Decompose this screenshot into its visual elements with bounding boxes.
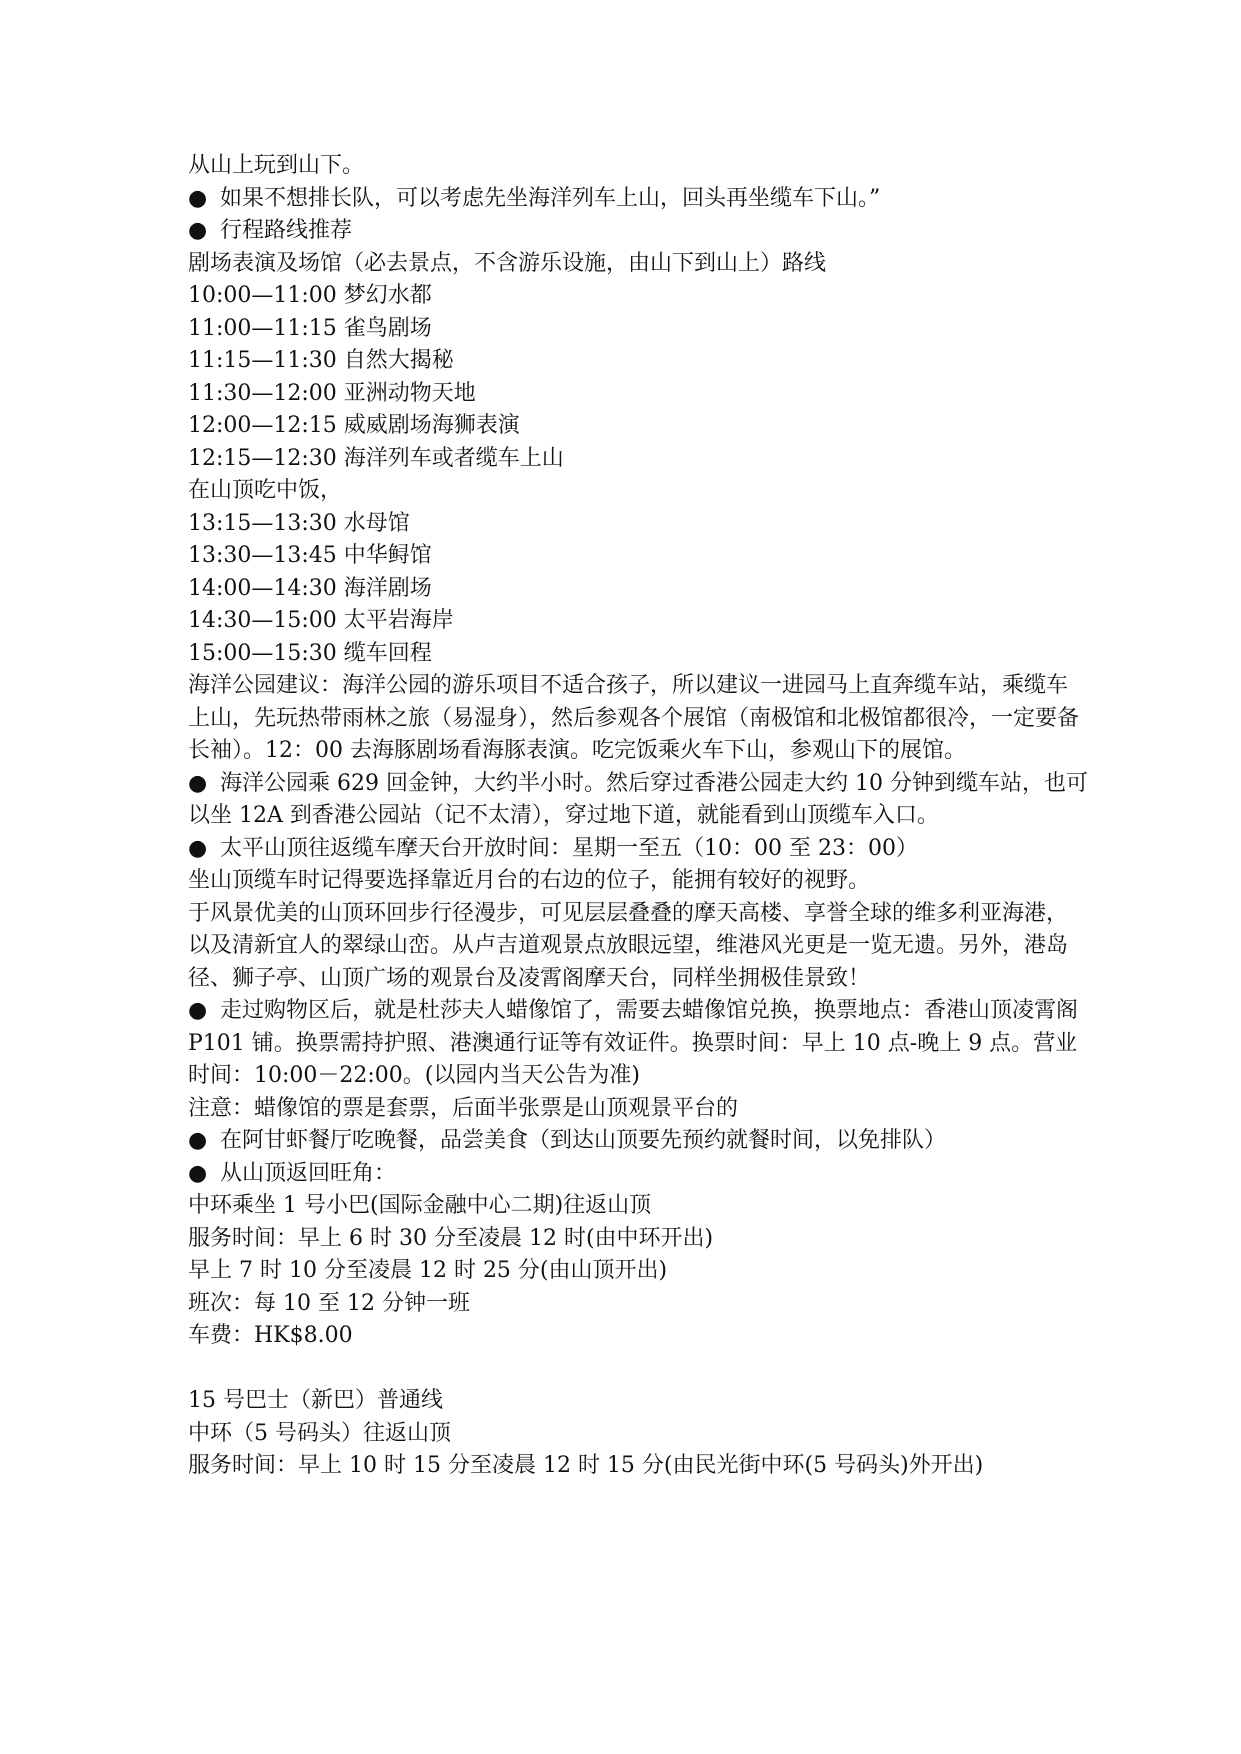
bullet-icon: ● xyxy=(188,1160,208,1186)
document-page xyxy=(188,150,1088,1483)
schedule-item: 11:00—11:15 雀鸟剧场 xyxy=(188,315,432,341)
text-line: 15 号巴士（新巴）普通线 xyxy=(188,1388,443,1413)
schedule-item: 13:15—13:30 水母馆 xyxy=(188,510,410,536)
schedule-item: 13:30—13:45 中华鲟馆 xyxy=(188,543,432,568)
schedule-item: 12:15—12:30 海洋列车或者缆车上山 xyxy=(188,445,564,471)
text-line: 班次：每 10 至 12 分钟一班 xyxy=(188,1290,470,1316)
note-line: 注意：蜡像馆的票是套票，后面半张票是山顶观景平台的 xyxy=(188,1095,739,1121)
schedule-item: 14:00—14:30 海洋剧场 xyxy=(188,575,432,601)
bullet-item: ● 从山顶返回旺角： xyxy=(188,1158,1088,1191)
bullet-icon: ● xyxy=(188,835,208,861)
bullet-icon: ● xyxy=(188,770,208,796)
bullet-icon: ● xyxy=(188,1128,208,1153)
text-line: 从山上玩到山下。 xyxy=(188,153,365,178)
bullet-item: ● 太平山顶往返缆车摩天台开放时间：星期一至五（10：00 至 23：00） xyxy=(188,833,1088,866)
schedule-item: 11:15—11:30 自然大揭秘 xyxy=(188,348,454,373)
text-line: 坐山顶缆车时记得要选择靠近月台的右边的位子，能拥有较好的视野。 xyxy=(188,868,871,893)
bullet-item: ● 如果不想排长队，可以考虑先坐海洋列车上山，回头再坐缆车下山。” xyxy=(188,183,1088,216)
schedule-item: 10:00—11:00 梦幻水都 xyxy=(188,283,432,308)
text-line: 中环（5 号码头）往返山顶 xyxy=(188,1420,451,1446)
text-line: 服务时间：早上 10 时 15 分至凌晨 12 时 15 分(由民光街中环(5 号码头)外开出) xyxy=(188,1453,984,1478)
bullet-icon: ● xyxy=(188,998,208,1023)
schedule-item: 11:30—12:00 亚洲动物天地 xyxy=(188,380,476,406)
bullet-icon: ● xyxy=(188,185,208,211)
bullet-item: ● 海洋公园乘 629 回金钟，大约半小时。然后穿过香港公园走大约 10 分钟到缆车站，也可以坐 12A 到香港公园站（记不太清），穿过地下道，就能看到山顶缆车入口。 xyxy=(188,768,1088,833)
bullet-item: ● 在阿甘虾餐厅吃晚餐，品尝美食（到达山顶要先预约就餐时间，以免排队） xyxy=(188,1125,1088,1158)
text-line: 在山顶吃中饭， xyxy=(188,478,343,503)
blank-line xyxy=(188,1353,1088,1386)
schedule-item: 14:30—15:00 太平岩海岸 xyxy=(188,608,454,633)
text-line: 中环乘坐 1 号小巴(国际金融中心二期)往返山顶 xyxy=(188,1193,652,1218)
schedule-item: 12:00—12:15 威威剧场海狮表演 xyxy=(188,413,520,438)
section-heading: 剧场表演及场馆（必去景点，不含游乐设施，由山下到山上）路线 xyxy=(188,250,827,276)
text-line: 车费：HK$8.00 xyxy=(188,1323,353,1348)
paragraph: 于风景优美的山顶环回步行径漫步，可见层层叠叠的摩天高楼、享誉全球的维多利亚海港，以及清新宜人的翠绿山峦。从卢吉道观景点放眼远望，维港风光更是一览无遗。另外，港岛径、狮子亭、山顶广场的观景台及凌霄阁摩天台，同样坐拥极佳景致！ xyxy=(188,900,1069,991)
text-line: 早上 7 时 10 分至凌晨 12 时 25 分(由山顶开出) xyxy=(188,1258,668,1283)
bullet-item: ● 行程路线推荐 xyxy=(188,215,1088,248)
bullet-icon: ● xyxy=(188,218,208,243)
paragraph: 海洋公园建议：海洋公园的游乐项目不适合孩子，所以建议一进园马上直奔缆车站，乘缆车上山，先玩热带雨林之旅（易湿身），然后参观各个展馆（南极馆和北极馆都很冷，一定要备长袖）。12：00 去海豚剧场看海豚表演。吃完饭乘火车下山，参观山下的展馆。 xyxy=(188,673,1080,763)
text-line: 服务时间：早上 6 时 30 分至凌晨 12 时(由中环开出) xyxy=(188,1225,714,1251)
schedule-item: 15:00—15:30 缆车回程 xyxy=(188,640,432,666)
bullet-item: ● 走过购物区后，就是杜莎夫人蜡像馆了，需要去蜡像馆兑换，换票地点：香港山顶凌霄阁 P101 铺。换票需持护照、港澳通行证等有效证件。换票时间：早上 10 点-晚上 9 点。营业时间：10:00－22:00。(以园内当天公告为准) xyxy=(188,995,1088,1093)
